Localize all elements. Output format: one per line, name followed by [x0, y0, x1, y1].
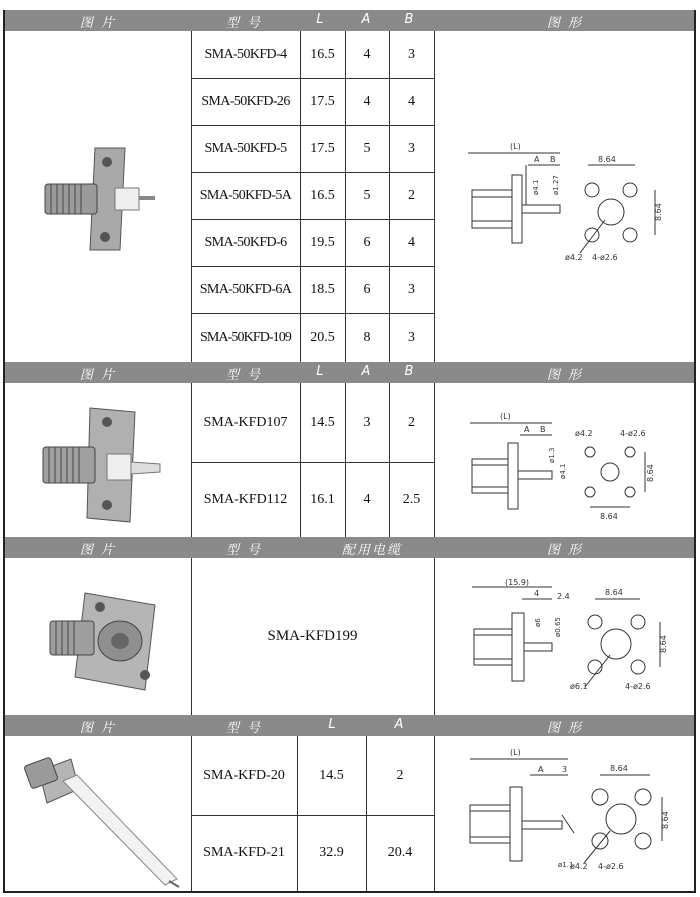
- header-picture: 图 片: [79, 543, 117, 558]
- header-model: 型 号: [225, 16, 263, 31]
- svg-text:8.64: 8.64: [661, 811, 670, 829]
- header-l: L: [316, 12, 326, 27]
- l-cell: 14.5: [310, 414, 335, 430]
- model-cell: SMA-50KFD-4: [204, 46, 287, 62]
- label-l: (L): [510, 142, 521, 151]
- section-4: [3, 715, 696, 893]
- a-cell: 4: [363, 46, 371, 62]
- svg-text:A: A: [534, 155, 540, 164]
- section-4-header: [5, 715, 694, 736]
- header-model: 型 号: [225, 543, 263, 558]
- svg-text:(15.9): (15.9): [505, 578, 530, 587]
- connector-photo: [35, 402, 165, 527]
- header-model: 型 号: [225, 721, 263, 736]
- svg-text:8.64: 8.64: [600, 512, 618, 521]
- header-drawing: 图 形: [546, 721, 584, 736]
- dimension-drawing: [460, 577, 670, 707]
- a-cell: 5: [363, 187, 371, 203]
- l-cell: 19.5: [310, 234, 335, 250]
- l-cell: 14.5: [319, 767, 344, 783]
- svg-text:4-ø2.6: 4-ø2.6: [598, 862, 624, 871]
- svg-text:ø4.2: ø4.2: [570, 862, 588, 871]
- a-cell: 6: [363, 281, 371, 297]
- header-picture: 图 片: [79, 368, 117, 383]
- l-cell: 16.1: [310, 491, 335, 507]
- connector-photo: [19, 741, 189, 889]
- dimension-drawing: [460, 745, 670, 880]
- svg-text:4-ø2.6: 4-ø2.6: [592, 253, 618, 262]
- header-a: A: [361, 364, 373, 379]
- l-cell: 16.5: [310, 46, 335, 62]
- svg-text:8.64: 8.64: [605, 588, 623, 597]
- a-cell: 2: [396, 767, 404, 783]
- svg-text:4: 4: [534, 589, 540, 598]
- section-3: [3, 537, 696, 715]
- model-cell: SMA-KFD107: [203, 414, 288, 430]
- b-cell: 2: [408, 414, 415, 430]
- svg-text:ø4.1: ø4.1: [559, 463, 567, 479]
- svg-text:(L): (L): [510, 748, 521, 757]
- svg-text:ø4.2: ø4.2: [565, 253, 583, 262]
- svg-text:ø0.65: ø0.65: [554, 617, 562, 637]
- header-b: B: [404, 12, 416, 27]
- header-a: A: [361, 12, 373, 27]
- header-model: 型 号: [225, 368, 263, 383]
- b-cell: 4: [408, 93, 415, 109]
- svg-text:ø1.3: ø1.3: [548, 447, 556, 463]
- svg-text:4-ø2.6: 4-ø2.6: [625, 682, 651, 691]
- l-cell: 20.5: [310, 329, 335, 345]
- model-cell: SMA-KFD-21: [203, 845, 285, 860]
- model-cell: SMA-50KFD-26: [201, 93, 290, 109]
- dimension-drawing: [460, 407, 670, 527]
- header-drawing: 图 形: [546, 16, 584, 31]
- header-picture: 图 片: [79, 16, 117, 31]
- l-cell: 18.5: [310, 281, 335, 297]
- svg-text:ø1.1: ø1.1: [558, 861, 574, 869]
- a-cell: 4: [363, 93, 371, 109]
- connector-photo: [35, 140, 160, 255]
- l-cell: 17.5: [310, 140, 335, 156]
- a-cell: 3: [363, 414, 371, 430]
- l-cell: 17.5: [310, 93, 335, 109]
- header-picture: 图 片: [79, 721, 117, 736]
- b-cell: 3: [408, 140, 415, 156]
- svg-text:A: A: [524, 425, 530, 434]
- header-drawing: 图 形: [546, 543, 584, 558]
- a-cell: 5: [363, 140, 371, 156]
- model-cell: SMA-50KFD-6A: [199, 281, 292, 297]
- model-cell: SMA-50KFD-6: [204, 234, 287, 250]
- dimension-drawing: [460, 135, 670, 275]
- model-cell: SMA-50KFD-5: [204, 140, 287, 156]
- model-cell: SMA-KFD199: [267, 628, 358, 644]
- model-cell: SMA-KFD112: [203, 491, 288, 507]
- svg-text:ø4.2: ø4.2: [575, 429, 593, 438]
- header-drawing: 图 形: [546, 368, 584, 383]
- header-l: L: [328, 717, 338, 732]
- svg-text:4-ø2.6: 4-ø2.6: [620, 429, 646, 438]
- section-3-header: [5, 537, 694, 558]
- b-cell: 2: [408, 187, 415, 203]
- b-cell: 3: [408, 46, 415, 62]
- svg-text:ø4.1: ø4.1: [532, 179, 540, 195]
- section-1-header: [5, 10, 694, 31]
- model-cell: SMA-KFD-20: [203, 767, 285, 783]
- svg-text:8.64: 8.64: [654, 203, 663, 221]
- a-cell: 20.4: [387, 845, 413, 860]
- svg-text:8.64: 8.64: [646, 464, 655, 482]
- svg-text:B: B: [550, 155, 556, 164]
- a-cell: 6: [363, 234, 371, 250]
- svg-text:8.64: 8.64: [598, 155, 616, 164]
- header-a: A: [394, 717, 406, 732]
- a-cell: 4: [363, 491, 371, 507]
- connector-photo: [45, 585, 165, 695]
- svg-text:ø6.1: ø6.1: [570, 682, 588, 691]
- svg-text:B: B: [540, 425, 546, 434]
- header-b: B: [404, 364, 416, 379]
- svg-text:3: 3: [562, 765, 568, 774]
- b-cell: 4: [408, 234, 415, 250]
- model-cell: SMA-50KFD-5A: [199, 187, 292, 203]
- a-cell: 8: [363, 329, 371, 345]
- section-2-header: [5, 362, 694, 383]
- section-2: [3, 362, 696, 537]
- section-1: [3, 10, 696, 362]
- svg-text:8.64: 8.64: [659, 635, 668, 653]
- svg-text:8.64: 8.64: [610, 764, 628, 773]
- svg-text:ø1.27: ø1.27: [552, 175, 560, 195]
- header-l: L: [316, 364, 326, 379]
- svg-text:2.4: 2.4: [557, 592, 570, 601]
- l-cell: 32.9: [319, 845, 344, 860]
- header-cable: 配用电缆: [341, 543, 403, 558]
- svg-text:(L): (L): [500, 412, 511, 421]
- l-cell: 16.5: [310, 187, 335, 203]
- b-cell: 3: [408, 281, 415, 297]
- model-cell: SMA-50KFD-109: [200, 329, 291, 345]
- svg-text:A: A: [538, 765, 544, 774]
- svg-text:ø6: ø6: [534, 618, 542, 627]
- b-cell: 2.5: [402, 491, 421, 507]
- b-cell: 3: [408, 329, 415, 345]
